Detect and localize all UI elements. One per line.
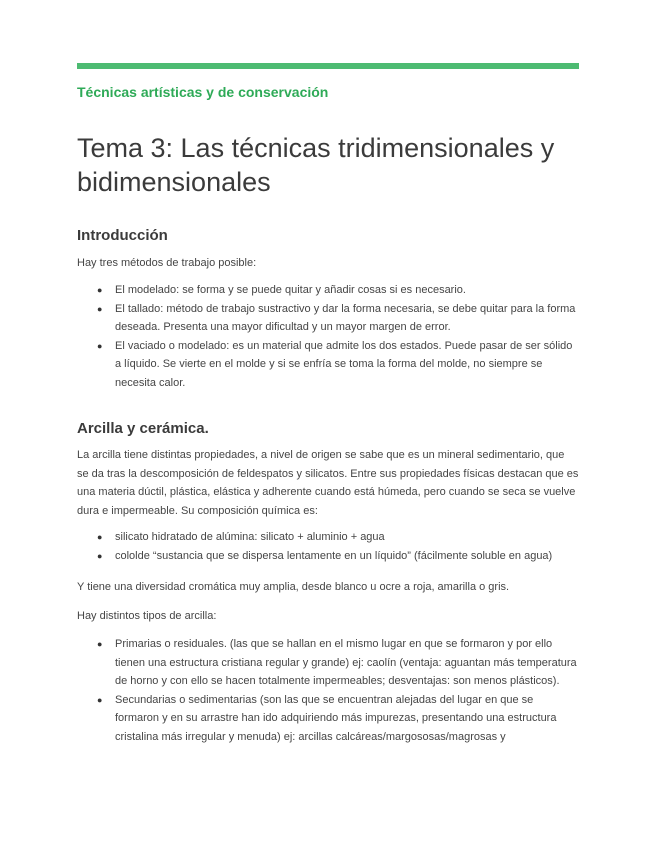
intro-method-list (77, 281, 579, 392)
list-item: ● silicato hidratado de alúmina: silicato + aluminio + agua (77, 528, 579, 547)
bullet-icon: ● (97, 285, 103, 295)
list-item: ● El tallado: método de trabajo sustractivo y dar la forma necesaria, se debe quitar para la forma deseada. Presenta una mayor dificultad y un mayor margen de error. (77, 300, 579, 337)
clay-types-list (77, 635, 579, 746)
bullet-icon: ● (97, 303, 103, 314)
subject-label: Técnicas artísticas y de conservación (77, 84, 329, 100)
header-rule (77, 63, 579, 69)
section-heading-arcilla: Arcilla y cerámica. (77, 420, 209, 437)
list-item: ● cololde “sustancia que se dispersa lentamente en un líquido” (fácilmente soluble en agua) (77, 547, 579, 566)
bullet-icon: ● (97, 550, 103, 561)
list-item: ● Secundarias o sedimentarias (son las que se encuentran alejadas del lugar en que se formaron y en su arrastre han ido adquiriendo más impurezas, presentando una estructura cristalina más irregular y menuda) ej: arcillas calcáreas/margososas/magrosas y (77, 691, 579, 747)
clay-paragraph-colors: Y tiene una diversidad cromática muy amplia, desde blanco u ocre a roja, amarilla o gris. (77, 581, 510, 593)
page-title: Tema 3: Las técnicas tridimensionales y bidimensionales (77, 133, 555, 197)
intro-lead: Hay tres métodos de trabajo posible: (77, 257, 257, 269)
list-item: ● El modelado: se forma y se puede quitar y añadir cosas si es necesario. (77, 281, 579, 300)
list-item: ● El vaciado o modelado: es un material que admite los dos estados. Puede pasar de ser sólido a líquido. Se vierte en el molde y si se enfría se toma la forma del molde, no siempre se necesita calor. (77, 337, 579, 393)
bullet-icon: ● (97, 340, 103, 351)
clay-paragraph-types-lead: Hay distintos tipos de arcilla: (77, 610, 217, 622)
list-item: ● Primarias o residuales. (las que se hallan en el mismo lugar en que se formaron y por ello tienen una estructura cristiana regular y grande) ej: caolín (ventaja: aguantan más temperatura de horno y con ello se hacen totalmente impermeables; desventajas: son menos plásticos). (77, 635, 579, 691)
clay-composition-list (77, 528, 579, 565)
bullet-icon: ● (97, 532, 103, 542)
clay-paragraph-properties: La arcilla tiene distintas propiedades, a nivel de origen se sabe que es un mineral sedimentario, que se da tras la descomposición de feldespatos y silicatos. Entre sus propiedades físicas destacan que es una materia dúctil, plástica, elástica y adherente cuando está húmeda, pero cuando se seca se vuelve dura e impermeable. Su composición química es: (77, 449, 579, 517)
bullet-icon: ● (97, 639, 103, 649)
bullet-icon: ● (97, 694, 103, 705)
section-heading-introduccion: Introducción (77, 227, 168, 244)
